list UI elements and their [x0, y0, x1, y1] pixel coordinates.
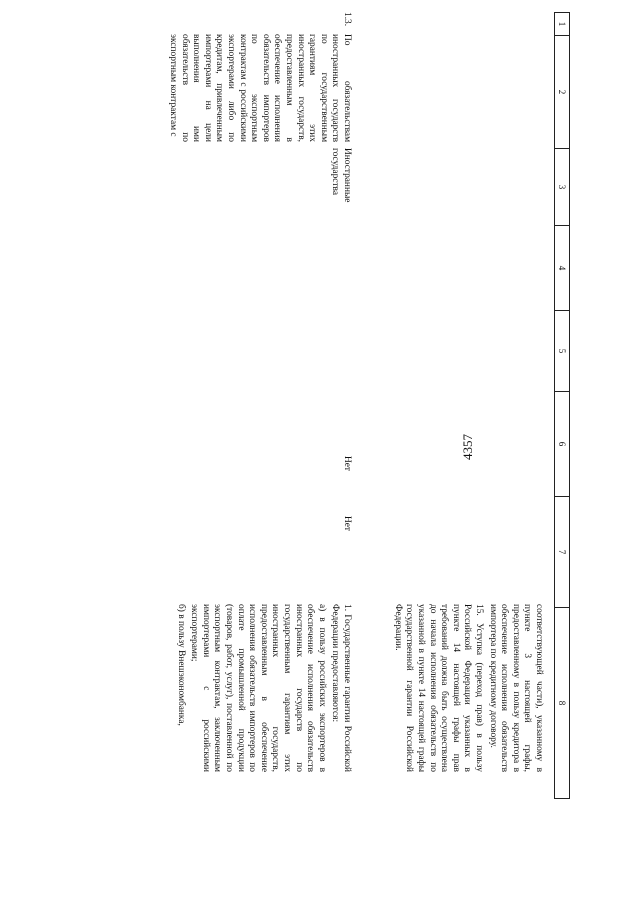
- header-col-7: 7: [555, 497, 570, 608]
- row-1-3: [12, 12, 352, 892]
- header-col-3: 3: [555, 149, 570, 226]
- row-col7: Нет: [342, 516, 352, 532]
- header-col-4: 4: [555, 226, 570, 311]
- row-col8-p3: б) в пользу Внешэкономбанка,: [175, 604, 186, 726]
- continuation-cell: [389, 604, 544, 772]
- row-col6: Нет: [342, 456, 352, 472]
- page-number: 4357: [460, 434, 475, 460]
- row-name: По обязательствам иностранных государств по государственным гарантиям этих иностранных государств, предоставленным в обеспечение исполнения обязательств импортеров по экспортным контрактам с российскими экспортерами либо по кредитам, привлеченным импортерами на цели выполнения ими обязательств по экспортным контрактам с: [168, 34, 352, 142]
- header-col-2: 2: [555, 36, 570, 149]
- table-header: [554, 12, 570, 799]
- row-col8: [172, 604, 352, 772]
- header-col-5: 5: [555, 311, 570, 392]
- item-15-text: 15. Уступка (переход прав) в пользу Российской Федерации указанных в пункте 14 настоящей графы прав требований должна быть осуществлена до начала исполнения обязательств по указанной в пункте 14 настоящей графы государственной гарантии Российской Федерации.: [392, 604, 485, 772]
- row-col8-p2: а) в пользу российских экспортеров в обеспечение исполнения обязательств иностранных государств по государственным гарантиям этих иностранных государств, предоставленным в обеспечение исполнения обязательств импортеров по оплате промышленной продукции (товаров, работ, услуг), поставленной по экспортным контрактам, заключенным импортерами с российскими экспортерами;: [189, 604, 327, 772]
- row-number: 1.3.: [342, 12, 352, 27]
- row-col8-p1: 1. Государственные гарантии Российской Федерации предоставляются:: [330, 604, 352, 772]
- header-col-8: 8: [555, 608, 570, 799]
- row-col3: Иностранные государства: [330, 148, 352, 203]
- header-col-1: 1: [555, 13, 570, 36]
- header-col-6: 6: [555, 392, 570, 497]
- continuation-text: соответствующей части), указанному в пункте 3 настоящей графы, предоставленному в пользу кредитора в обеспечение исполнения обязательств импортера по кредитному договору.: [487, 604, 544, 772]
